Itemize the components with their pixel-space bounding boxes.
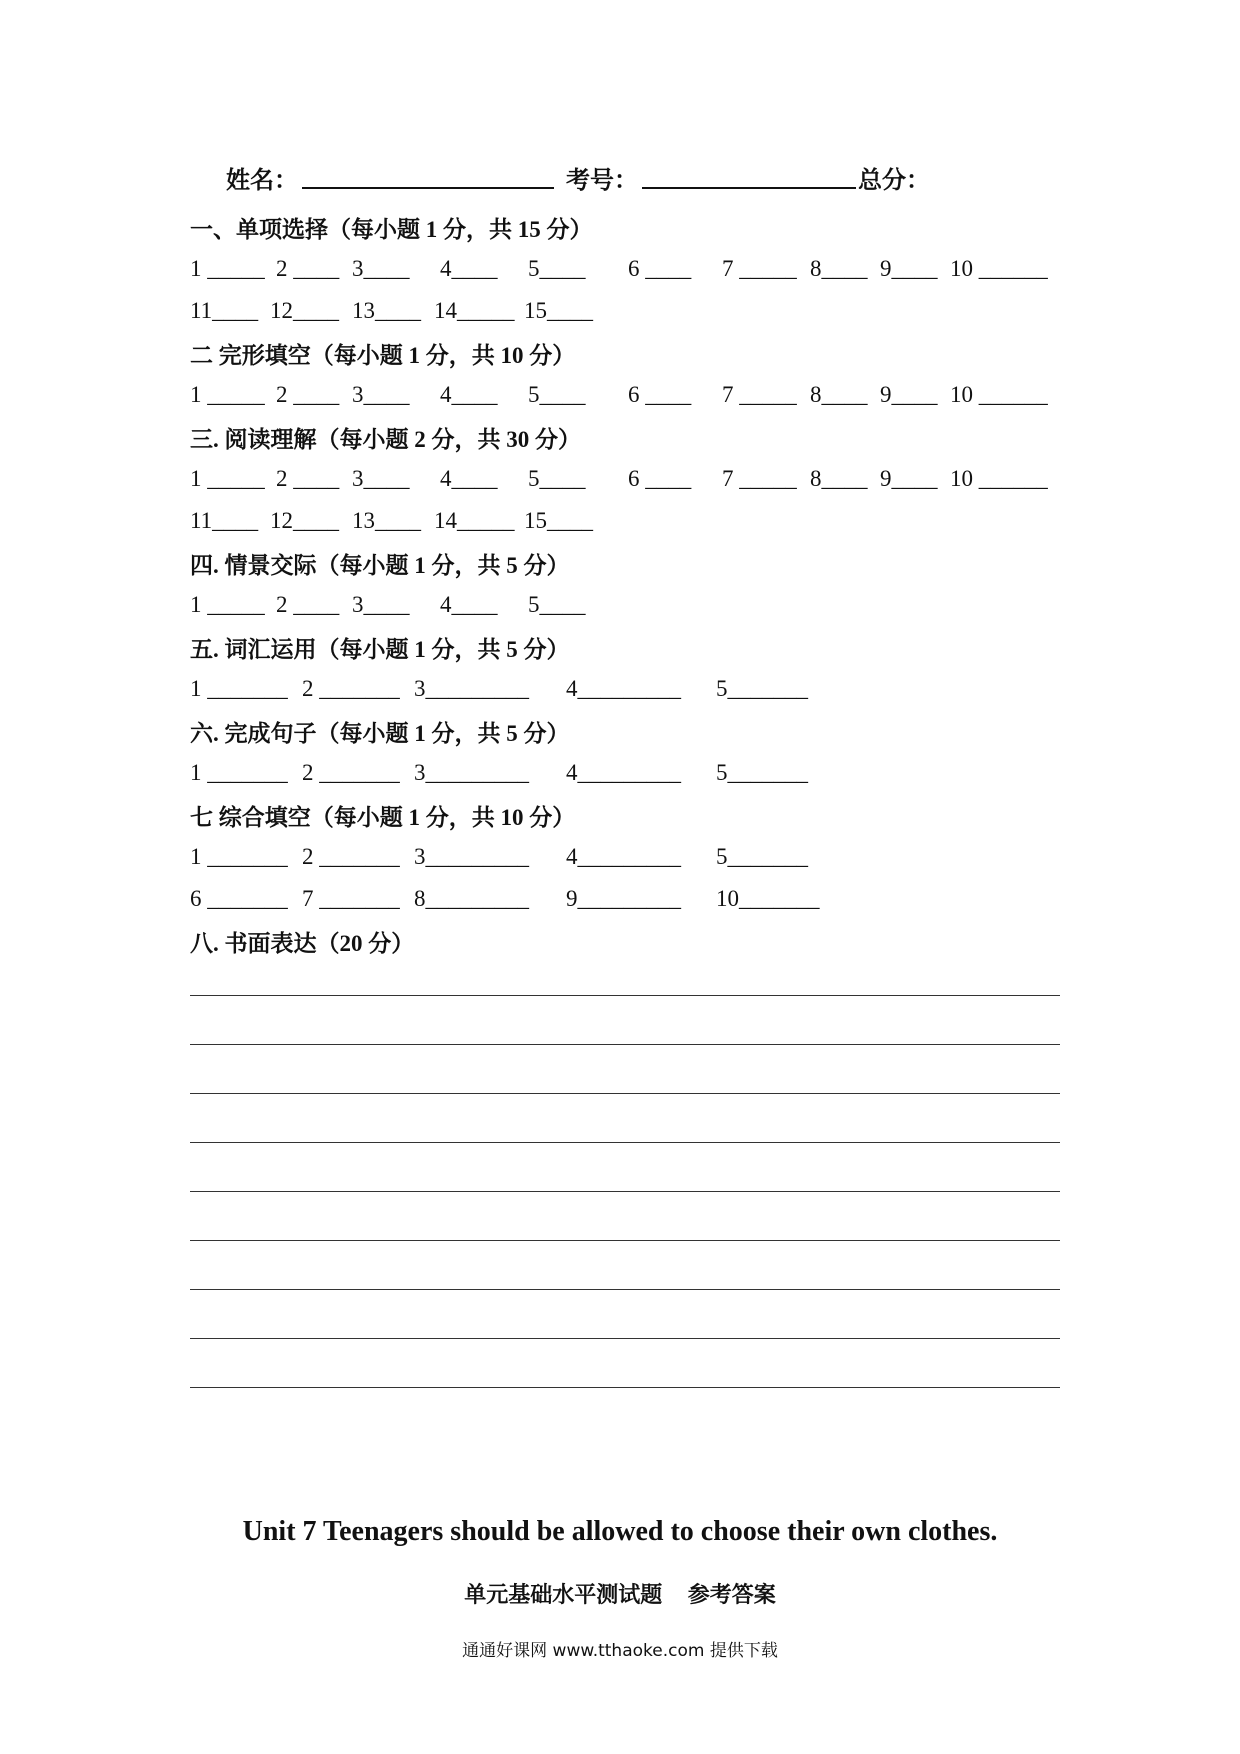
answer-blank[interactable]: 2 ____ <box>276 382 340 407</box>
answer-blank[interactable]: 1 _____ <box>190 592 265 617</box>
writing-line[interactable] <box>190 1191 1060 1192</box>
answer-blank[interactable]: 8____ <box>810 256 868 281</box>
answer-blank[interactable]: 12____ <box>270 508 339 533</box>
answer-blank[interactable]: 10_______ <box>716 886 820 911</box>
answer-blank[interactable]: 4____ <box>440 256 498 281</box>
answer-blank[interactable]: 7 _____ <box>722 466 797 491</box>
writing-line[interactable] <box>190 1044 1060 1045</box>
answer-blank[interactable]: 2 ____ <box>276 256 340 281</box>
answer-blank[interactable]: 10 ______ <box>950 382 1048 407</box>
page-subtitle: 单元基础水平测试题 参考答案 <box>464 1582 776 1607</box>
section-title: 七 综合填空（每小题 1 分，共 10 分） <box>190 805 576 830</box>
answer-blank[interactable]: 3_________ <box>414 760 529 785</box>
answer-blank[interactable]: 2 ____ <box>276 466 340 491</box>
answer-blank[interactable]: 4_________ <box>566 844 681 869</box>
page-footer: 通通好课网 www.tthaoke.com 提供下载 <box>462 1641 778 1661</box>
name-label: 姓名： <box>226 168 298 194</box>
writing-line[interactable] <box>190 1338 1060 1339</box>
answer-blank[interactable]: 8____ <box>810 382 868 407</box>
answer-blank[interactable]: 1 _____ <box>190 256 265 281</box>
answer-blank[interactable]: 3____ <box>352 256 410 281</box>
answer-blank[interactable]: 9____ <box>880 256 938 281</box>
answer-blank[interactable]: 1 _______ <box>190 844 288 869</box>
answer-blank[interactable]: 11____ <box>190 508 259 533</box>
answer-blank[interactable]: 2 _______ <box>302 844 400 869</box>
writing-line[interactable] <box>190 995 1060 996</box>
answer-blank[interactable]: 2 _______ <box>302 760 400 785</box>
answer-blank[interactable]: 6 _______ <box>190 886 288 911</box>
section-title: 五. 词汇运用（每小题 1 分，共 5 分） <box>190 637 570 662</box>
name-field[interactable] <box>302 187 554 189</box>
answer-blank[interactable]: 6 ____ <box>628 256 692 281</box>
section-title: 二 完形填空（每小题 1 分，共 10 分） <box>190 343 576 368</box>
answer-blank[interactable]: 5____ <box>528 256 586 281</box>
writing-line[interactable] <box>190 1240 1060 1241</box>
answer-blank[interactable]: 5____ <box>528 592 586 617</box>
answer-blank[interactable]: 3____ <box>352 382 410 407</box>
answer-blank[interactable]: 10 ______ <box>950 256 1048 281</box>
answer-blank[interactable]: 6 ____ <box>628 382 692 407</box>
answer-blank[interactable]: 9_________ <box>566 886 681 911</box>
section-title: 一、单项选择（每小题 1 分，共 15 分） <box>190 217 593 242</box>
answer-blank[interactable]: 13____ <box>352 508 421 533</box>
writing-line[interactable] <box>190 1093 1060 1094</box>
answer-blank[interactable]: 1 _____ <box>190 382 265 407</box>
answer-blank[interactable]: 13____ <box>352 298 421 323</box>
answer-blank[interactable]: 10 ______ <box>950 466 1048 491</box>
exam-no-label: 考号： <box>566 168 638 194</box>
writing-line[interactable] <box>190 1387 1060 1388</box>
answer-blank[interactable]: 7 _____ <box>722 256 797 281</box>
answer-blank[interactable]: 3_________ <box>414 844 529 869</box>
answer-blank[interactable]: 14_____ <box>434 508 515 533</box>
section-title: 八. 书面表达（20 分） <box>190 931 415 956</box>
answer-blank[interactable]: 5_______ <box>716 676 808 701</box>
answer-blank[interactable]: 9____ <box>880 382 938 407</box>
answer-blank[interactable]: 9____ <box>880 466 938 491</box>
exam-no-field[interactable] <box>642 187 856 189</box>
answer-blank[interactable]: 3_________ <box>414 676 529 701</box>
answer-blank[interactable]: 5____ <box>528 382 586 407</box>
answer-blank[interactable]: 12____ <box>270 298 339 323</box>
page-title: Unit 7 Teenagers should be allowed to choose their own clothes. <box>242 1516 998 1547</box>
section-title: 六. 完成句子（每小题 1 分，共 5 分） <box>190 721 570 746</box>
answer-blank[interactable]: 1 _____ <box>190 466 265 491</box>
answer-blank[interactable]: 8____ <box>810 466 868 491</box>
answer-blank[interactable]: 4_________ <box>566 676 681 701</box>
answer-blank[interactable]: 1 _______ <box>190 760 288 785</box>
total-score-label: 总分： <box>858 168 930 194</box>
answer-blank[interactable]: 6 ____ <box>628 466 692 491</box>
answer-blank[interactable]: 5____ <box>528 466 586 491</box>
answer-blank[interactable]: 4____ <box>440 466 498 491</box>
section-title: 四. 情景交际（每小题 1 分，共 5 分） <box>190 553 570 578</box>
answer-blank[interactable]: 3____ <box>352 466 410 491</box>
writing-line[interactable] <box>190 1142 1060 1143</box>
answer-blank[interactable]: 5_______ <box>716 760 808 785</box>
section-title: 三. 阅读理解（每小题 2 分，共 30 分） <box>190 427 581 452</box>
answer-blank[interactable]: 2 ____ <box>276 592 340 617</box>
answer-blank[interactable]: 4____ <box>440 382 498 407</box>
answer-blank[interactable]: 4____ <box>440 592 498 617</box>
answer-blank[interactable]: 15____ <box>524 508 593 533</box>
answer-blank[interactable]: 2 _______ <box>302 676 400 701</box>
answer-blank[interactable]: 7 _______ <box>302 886 400 911</box>
answer-blank[interactable]: 15____ <box>524 298 593 323</box>
answer-blank[interactable]: 5_______ <box>716 844 808 869</box>
answer-blank[interactable]: 1 _______ <box>190 676 288 701</box>
writing-line[interactable] <box>190 1289 1060 1290</box>
answer-blank[interactable]: 8_________ <box>414 886 529 911</box>
answer-blank[interactable]: 4_________ <box>566 760 681 785</box>
answer-blank[interactable]: 11____ <box>190 298 259 323</box>
answer-blank[interactable]: 7 _____ <box>722 382 797 407</box>
answer-blank[interactable]: 3____ <box>352 592 410 617</box>
answer-blank[interactable]: 14_____ <box>434 298 515 323</box>
